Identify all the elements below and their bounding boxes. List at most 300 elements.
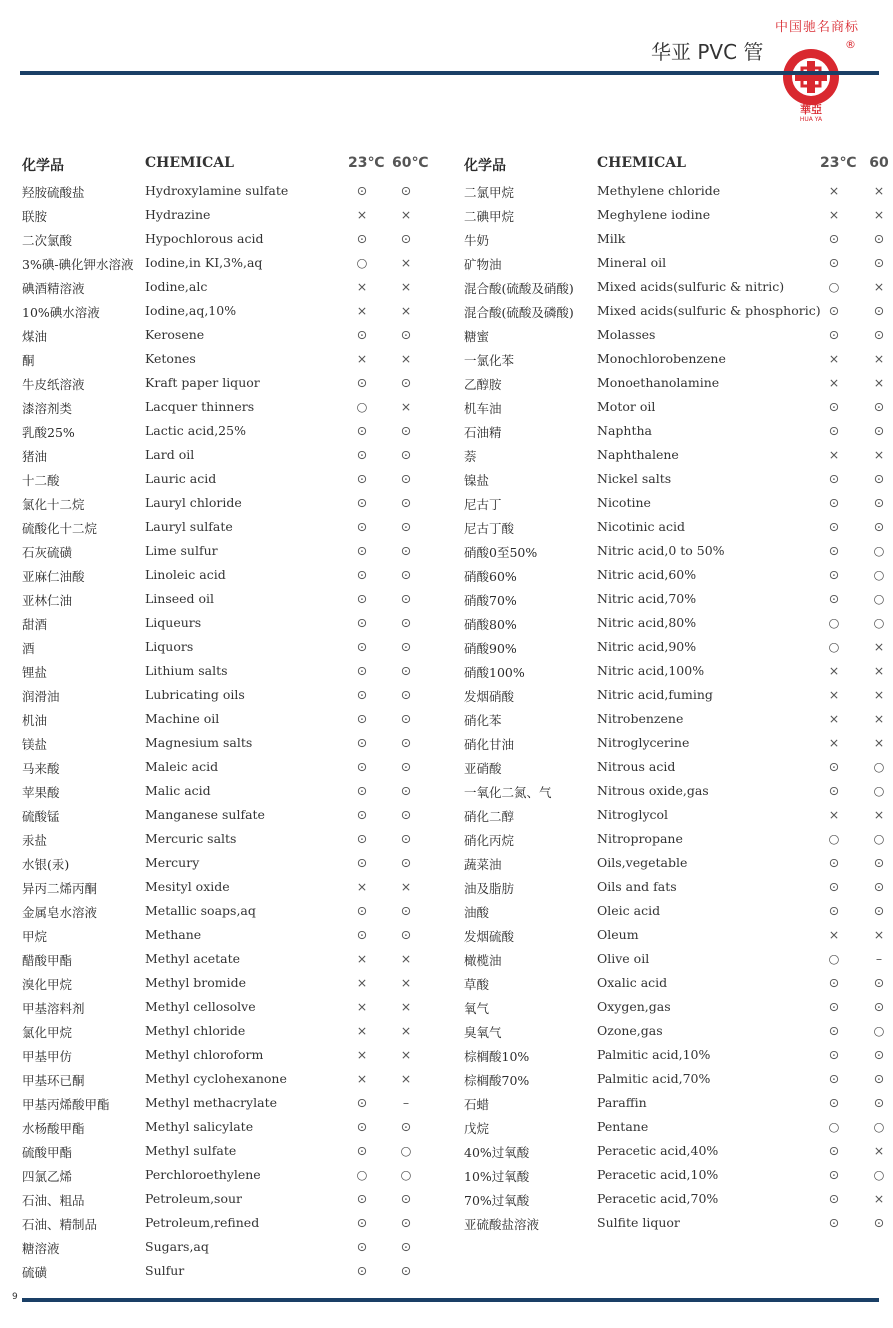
table-row (0, 970, 440, 994)
chemical-name-zh: 汞盐 (22, 833, 48, 848)
rating-60c: × (400, 399, 412, 414)
rating-23c: × (356, 351, 368, 366)
rating-60c: × (873, 351, 885, 366)
chemical-name-zh: 石油、精制品 (22, 1217, 98, 1232)
rating-23c: ⊙ (828, 759, 840, 774)
rating-60c: ⊙ (400, 375, 412, 390)
table-row (440, 1042, 885, 1066)
rating-23c: ⊙ (828, 327, 840, 342)
rating-23c: ⊙ (356, 663, 368, 678)
rating-23c: ○ (828, 831, 840, 846)
table-row (440, 490, 885, 514)
chemical-name-en: Nitroglycol (597, 807, 669, 822)
rating-23c: ⊙ (828, 231, 840, 246)
header-23c: 23℃ (820, 155, 857, 171)
chemical-name-en: Lactic acid,25% (145, 423, 246, 438)
rating-23c: ⊙ (828, 519, 840, 534)
rating-60c: × (873, 279, 885, 294)
rating-23c: ⊙ (356, 687, 368, 702)
rating-60c: ⊙ (873, 1047, 885, 1062)
rating-23c: ○ (356, 255, 368, 270)
top-divider (20, 71, 879, 75)
table-row (440, 1114, 885, 1138)
table-row (0, 298, 440, 322)
chemical-name-zh: 硝化丙烷 (464, 833, 515, 848)
table-row (440, 1210, 885, 1234)
right-column (440, 150, 889, 1234)
rating-60c: × (400, 879, 412, 894)
chemical-name-en: Oleic acid (597, 903, 661, 918)
chemical-name-zh: 氧气 (464, 1001, 490, 1016)
chemical-name-en: Nitric acid,90% (597, 639, 697, 654)
table-row (0, 706, 440, 730)
chemical-name-en: Monochlorobenzene (597, 351, 726, 366)
rating-23c: × (828, 447, 840, 462)
left-column (0, 150, 440, 1282)
chemical-name-en: Nitric acid,100% (597, 663, 705, 678)
table-row (0, 730, 440, 754)
chemical-name-zh: 漆溶剂类 (22, 401, 73, 416)
chemical-name-en: Sulfite liquor (597, 1215, 680, 1230)
chemical-name-zh: 硫酸锰 (22, 809, 60, 824)
table-row (0, 826, 440, 850)
table-row (440, 898, 885, 922)
chemical-name-en: Hydroxylamine sulfate (145, 183, 289, 198)
chemical-name-en: Motor oil (597, 399, 656, 414)
rating-23c: ⊙ (356, 447, 368, 462)
chemical-name-zh: 水银(汞) (22, 857, 70, 872)
rating-23c: ⊙ (828, 1023, 840, 1038)
rating-60c: ○ (873, 615, 885, 630)
chemical-name-en: Nitrobenzene (597, 711, 684, 726)
chemical-name-en: Nitrous acid (597, 759, 676, 774)
rating-60c: ⊙ (400, 519, 412, 534)
chemical-name-zh: 硝酸90% (464, 641, 517, 656)
chemical-name-en: Lard oil (145, 447, 195, 462)
rating-60c: × (873, 207, 885, 222)
rating-23c: ⊙ (828, 471, 840, 486)
chemical-name-zh: 臭氧气 (464, 1025, 502, 1040)
rating-23c: ⊙ (356, 615, 368, 630)
table-row (0, 1258, 440, 1282)
chemical-name-zh: 二次氯酸 (22, 233, 73, 248)
table-row (0, 538, 440, 562)
table-row (0, 850, 440, 874)
chemical-name-en: Olive oil (597, 951, 650, 966)
rating-60c: – (402, 1095, 410, 1110)
rating-23c: × (828, 711, 840, 726)
rating-60c: ⊙ (400, 447, 412, 462)
chemical-name-en: Methyl acetate (145, 951, 241, 966)
chemical-name-zh: 糖蜜 (464, 329, 490, 344)
chemical-name-en: Lithium salts (145, 663, 228, 678)
chemical-name-zh: 金属皂水溶液 (22, 905, 98, 920)
table-row (440, 322, 885, 346)
chemical-name-en: Methyl methacrylate (145, 1095, 277, 1110)
table-row (440, 202, 885, 226)
rating-23c: ⊙ (828, 255, 840, 270)
chemical-name-zh: 硝酸70% (464, 593, 517, 608)
rating-23c: × (356, 1047, 368, 1062)
chemical-name-zh: 马来酸 (22, 761, 60, 776)
chemical-name-en: Nitric acid,0 to 50% (597, 543, 725, 558)
table-row (440, 946, 883, 970)
rating-23c: ⊙ (356, 711, 368, 726)
rating-60c: ○ (400, 1143, 412, 1158)
rating-23c: ⊙ (356, 927, 368, 942)
chemical-name-zh: 机车油 (464, 401, 502, 416)
rating-60c: × (873, 639, 885, 654)
rating-23c: ⊙ (356, 783, 368, 798)
chemical-name-en: Mercuric salts (145, 831, 237, 846)
table-row (440, 274, 885, 298)
chemical-name-zh: 硝化苯 (464, 713, 502, 728)
table-row (0, 1162, 440, 1186)
rating-60c: ○ (873, 1023, 885, 1038)
rating-60c: ⊙ (873, 423, 885, 438)
rating-60c: ○ (400, 1167, 412, 1182)
rating-23c: × (356, 279, 368, 294)
rating-60c: ⊙ (400, 1119, 412, 1134)
page-number: 9 (12, 1292, 18, 1302)
rating-60c: ⊙ (400, 231, 412, 246)
table-row (440, 466, 885, 490)
table-row (0, 802, 440, 826)
table-row (0, 394, 440, 418)
rating-60c: ⊙ (873, 495, 885, 510)
chemical-name-zh: 甲烷 (22, 929, 48, 944)
rating-23c: ⊙ (828, 879, 840, 894)
rating-60c: ⊙ (873, 399, 885, 414)
table-row (0, 226, 440, 250)
chemical-name-en: Lauric acid (145, 471, 217, 486)
table-row (0, 754, 440, 778)
chemical-name-zh: 亚硝酸 (464, 761, 502, 776)
chemical-name-en: Lubricating oils (145, 687, 245, 702)
chemical-name-zh: 甲基环已酮 (22, 1073, 85, 1088)
table-row (440, 754, 885, 778)
table-row (440, 730, 885, 754)
rating-23c: × (356, 999, 368, 1014)
rating-60c: – (875, 951, 883, 966)
chemical-name-zh: 酒 (22, 641, 35, 656)
chemical-name-en: Oils,vegetable (597, 855, 688, 870)
chemical-name-zh: 甲基甲仿 (22, 1049, 73, 1064)
rating-23c: × (356, 1071, 368, 1086)
rating-23c: ⊙ (828, 543, 840, 558)
chemical-name-zh: 石油、粗品 (22, 1193, 85, 1208)
chemical-name-en: Nitrous oxide,gas (597, 783, 709, 798)
rating-23c: ⊙ (828, 423, 840, 438)
chemical-name-zh: 硝酸60% (464, 569, 517, 584)
chemical-name-en: Nicotine (597, 495, 651, 510)
rating-23c: ⊙ (828, 1095, 840, 1110)
chemical-name-zh: 亚林仁油 (22, 593, 73, 608)
table-row (440, 586, 885, 610)
rating-60c: ⊙ (400, 663, 412, 678)
table-row (440, 706, 885, 730)
rating-60c: × (400, 303, 412, 318)
rating-60c: ⊙ (873, 855, 885, 870)
rating-60c: ○ (873, 567, 885, 582)
rating-23c: ⊙ (356, 423, 368, 438)
chemical-name-en: Lauryl chloride (145, 495, 242, 510)
rating-60c: ⊙ (400, 807, 412, 822)
chemical-name-zh: 3%碘-碘化钾水溶液 (22, 257, 134, 272)
table-header (0, 150, 440, 178)
rating-60c: ⊙ (400, 1263, 412, 1278)
table-row (440, 634, 885, 658)
chemical-name-zh: 润滑油 (22, 689, 60, 704)
chemical-name-zh: 70%过氧酸 (464, 1193, 530, 1208)
chemical-name-zh: 40%过氧酸 (464, 1145, 530, 1160)
table-row (440, 394, 885, 418)
header-chinese: 化学品 (22, 158, 64, 174)
product-title: 华亚 PVC 管 (651, 40, 764, 64)
table-row (440, 682, 885, 706)
rating-60c: ⊙ (400, 735, 412, 750)
table-row (0, 1018, 440, 1042)
chemical-name-en: Methyl chloroform (145, 1047, 264, 1062)
rating-60c: × (400, 1023, 412, 1038)
table-row (440, 298, 885, 322)
chemical-name-zh: 羟胺硫酸盐 (22, 185, 85, 200)
chemical-name-en: Mesityl oxide (145, 879, 230, 894)
rating-23c: ⊙ (828, 495, 840, 510)
rating-60c: ⊙ (400, 423, 412, 438)
rating-23c: ⊙ (356, 831, 368, 846)
chemical-name-zh: 醋酸甲酯 (22, 953, 73, 968)
chemical-name-zh: 异丙二烯丙酮 (22, 881, 98, 896)
rating-60c: ⊙ (873, 975, 885, 990)
chemical-name-zh: 乙醇胺 (464, 377, 502, 392)
chemical-name-zh: 甲基溶料剂 (22, 1001, 85, 1016)
header-english: CHEMICAL (145, 155, 234, 171)
table-row (0, 1090, 440, 1114)
chemical-name-zh: 尼古丁 (464, 497, 502, 512)
chemical-name-zh: 硝酸80% (464, 617, 517, 632)
chemical-name-en: Nitropropane (597, 831, 683, 846)
chemical-name-en: Liqueurs (145, 615, 202, 630)
table-row (440, 610, 885, 634)
chemical-name-zh: 二氯甲烷 (464, 185, 515, 200)
table-row (0, 1138, 440, 1162)
chemical-name-zh: 戊烷 (464, 1121, 490, 1136)
rating-23c: ⊙ (356, 735, 368, 750)
chemical-name-en: Peracetic acid,10% (597, 1167, 719, 1182)
chemical-name-zh: 溴化甲烷 (22, 977, 73, 992)
chemical-name-zh: 十二酸 (22, 473, 60, 488)
rating-23c: ⊙ (828, 1215, 840, 1230)
table-row (0, 250, 440, 274)
chemical-name-zh: 混合酸(硫酸及磷酸) (464, 305, 574, 320)
rating-23c: ⊙ (828, 1167, 840, 1182)
rating-23c: ⊙ (356, 855, 368, 870)
chemical-name-en: Machine oil (145, 711, 220, 726)
rating-23c: × (828, 927, 840, 942)
rating-60c: × (873, 183, 885, 198)
chemical-name-en: Lime sulfur (145, 543, 218, 558)
chemical-name-zh: 10%过氧酸 (464, 1169, 530, 1184)
chemical-name-en: Sugars,aq (145, 1239, 209, 1254)
table-row (0, 202, 440, 226)
rating-60c: ⊙ (400, 327, 412, 342)
table-row (440, 1018, 885, 1042)
rating-60c: ○ (873, 543, 885, 558)
chemical-name-en: Methyl cyclohexanone (145, 1071, 287, 1086)
rating-60c: ⊙ (400, 711, 412, 726)
chemical-name-en: Malic acid (145, 783, 211, 798)
table-row (440, 442, 885, 466)
rating-60c: ○ (873, 1119, 885, 1134)
table-row (0, 610, 440, 634)
rating-60c: ⊙ (873, 471, 885, 486)
chemical-name-en: Methyl salicylate (145, 1119, 254, 1134)
chemical-name-zh: 硫磺 (22, 1265, 48, 1280)
rating-60c: × (400, 1071, 412, 1086)
rating-60c: ⊙ (873, 903, 885, 918)
chemical-name-zh: 草酸 (464, 977, 490, 992)
chemical-name-en: Kerosene (145, 327, 205, 342)
bottom-divider (22, 1298, 879, 1302)
header-60c: 60℃ (392, 155, 429, 171)
table-row (0, 514, 440, 538)
chemical-name-zh: 矿物油 (464, 257, 502, 272)
table-row (0, 994, 440, 1018)
chemical-name-en: Sulfur (145, 1263, 185, 1278)
chemical-name-zh: 牛奶 (464, 233, 490, 248)
chemical-name-zh: 甜酒 (22, 617, 48, 632)
chemical-name-en: Liquors (145, 639, 194, 654)
chemical-name-en: Magnesium salts (145, 735, 253, 750)
logo-text: 華亞 (800, 103, 822, 116)
rating-23c: ⊙ (828, 399, 840, 414)
chemical-name-en: Oxygen,gas (597, 999, 671, 1014)
rating-23c: ⊙ (356, 375, 368, 390)
header-english: CHEMICAL (597, 155, 686, 171)
rating-23c: ○ (828, 279, 840, 294)
chemical-name-zh: 猪油 (22, 449, 48, 464)
rating-60c: ⊙ (400, 1191, 412, 1206)
chemical-name-zh: 硫酸甲酯 (22, 1145, 73, 1160)
rating-23c: ⊙ (356, 231, 368, 246)
table-row (0, 874, 440, 898)
rating-23c: × (356, 951, 368, 966)
rating-23c: ⊙ (828, 1191, 840, 1206)
chemical-name-en: Mixed acids(sulfuric & phosphoric) (597, 303, 821, 318)
chemical-name-en: Nitroglycerine (597, 735, 690, 750)
rating-60c: ○ (873, 759, 885, 774)
chemical-name-en: Molasses (597, 327, 656, 342)
rating-23c: ⊙ (828, 1143, 840, 1158)
chemical-name-zh: 硝酸0至50% (464, 545, 538, 560)
chemical-name-zh: 二碘甲烷 (464, 209, 515, 224)
chemical-name-en: Naphthalene (597, 447, 679, 462)
table-row (440, 250, 885, 274)
table-row (440, 1090, 885, 1114)
chemical-name-en: Mixed acids(sulfuric & nitric) (597, 279, 785, 294)
rating-60c: × (873, 927, 885, 942)
table-row (0, 586, 440, 610)
table-row (0, 922, 440, 946)
chemical-name-en: Linseed oil (145, 591, 215, 606)
table-row (440, 178, 885, 202)
chemical-name-en: Petroleum,sour (145, 1191, 243, 1206)
chemical-name-en: Peracetic acid,40% (597, 1143, 719, 1158)
rating-23c: ⊙ (356, 759, 368, 774)
rating-23c: ⊙ (356, 639, 368, 654)
table-row (440, 346, 885, 370)
chemical-name-zh: 机油 (22, 713, 48, 728)
chemical-name-zh: 混合酸(硫酸及硝酸) (464, 281, 574, 296)
rating-23c: × (828, 663, 840, 678)
table-row (0, 490, 440, 514)
table-row (0, 946, 440, 970)
chemical-name-en: Nitric acid,60% (597, 567, 697, 582)
chemical-name-en: Naphtha (597, 423, 652, 438)
rating-23c: ○ (828, 951, 840, 966)
rating-60c: ⊙ (400, 855, 412, 870)
rating-60c: ⊙ (400, 495, 412, 510)
rating-23c: ⊙ (356, 807, 368, 822)
rating-23c: × (356, 879, 368, 894)
chemical-name-zh: 硝化二醇 (464, 809, 515, 824)
logo-subtext: HUA YA (799, 116, 823, 123)
chemical-name-en: Pentane (597, 1119, 649, 1134)
chemical-name-en: Oxalic acid (597, 975, 668, 990)
rating-23c: × (828, 807, 840, 822)
rating-60c: ⊙ (400, 927, 412, 942)
rating-60c: ○ (873, 831, 885, 846)
chemical-name-en: Palmitic acid,10% (597, 1047, 711, 1062)
table-row (0, 634, 440, 658)
chemical-name-en: Lauryl sulfate (145, 519, 233, 534)
rating-60c: × (400, 351, 412, 366)
chemical-name-en: Petroleum,refined (145, 1215, 260, 1230)
chemical-name-zh: 牛皮纸溶液 (22, 377, 85, 392)
registered-mark: ® (845, 38, 856, 51)
chemical-name-zh: 石灰硫磺 (22, 545, 73, 560)
chemical-name-zh: 酮 (22, 353, 35, 368)
rating-23c: × (356, 303, 368, 318)
rating-60c: ○ (873, 591, 885, 606)
rating-23c: × (356, 975, 368, 990)
rating-23c: × (828, 183, 840, 198)
rating-23c: ⊙ (356, 1239, 368, 1254)
rating-23c: ○ (828, 639, 840, 654)
rating-23c: ⊙ (356, 183, 368, 198)
chemical-name-zh: 石油精 (464, 425, 502, 440)
chemical-name-en: Ketones (145, 351, 196, 366)
table-row (0, 1234, 440, 1258)
rating-60c: × (873, 687, 885, 702)
chemical-name-en: Monoethanolamine (597, 375, 720, 390)
chemical-name-en: Linoleic acid (145, 567, 226, 582)
chemical-name-en: Methyl sulfate (145, 1143, 237, 1158)
table-row (440, 538, 885, 562)
chemical-name-zh: 一氧化二氮、气 (464, 785, 552, 800)
chemical-name-en: Methyl cellosolve (145, 999, 256, 1014)
rating-60c: ⊙ (873, 1071, 885, 1086)
chemical-name-zh: 油酸 (464, 905, 490, 920)
rating-23c: ⊙ (828, 591, 840, 606)
rating-60c: ⊙ (400, 903, 412, 918)
chemical-name-en: Nitric acid,70% (597, 591, 697, 606)
chemical-name-en: Methyl chloride (145, 1023, 246, 1038)
table-row (440, 1066, 885, 1090)
table-row (0, 682, 440, 706)
table-row (440, 994, 885, 1018)
